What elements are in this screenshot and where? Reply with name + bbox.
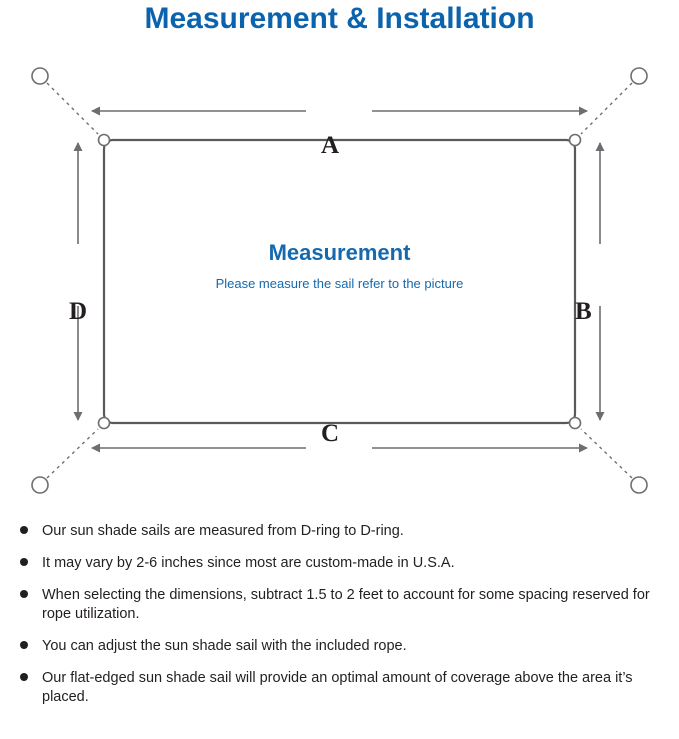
note-text: It may vary by 2-6 inches since most are custom-made in U.S.A.	[42, 555, 455, 571]
list-item	[14, 669, 665, 707]
diagram-center-title: Measurement	[268, 240, 411, 265]
d-ring-top-left	[99, 135, 110, 146]
list-item	[14, 586, 665, 624]
notes-list	[0, 522, 679, 720]
list-item	[14, 637, 665, 656]
d-ring-bottom-right	[570, 418, 581, 429]
note-text: You can adjust the sun shade sail with the included rope.	[42, 638, 407, 654]
measurement-diagram	[0, 48, 679, 518]
d-ring-bottom-left	[99, 418, 110, 429]
note-text: When selecting the dimensions, subtract 1.5 to 2 feet to account for some spacing reserved for rope utilization.	[42, 587, 650, 622]
dimension-label-d: D	[69, 298, 88, 325]
rope-bottom-left	[47, 429, 98, 478]
list-item	[14, 554, 665, 573]
bullet-icon	[20, 526, 28, 534]
anchor-top-right	[631, 68, 647, 84]
page-title: Measurement & Installation	[144, 2, 535, 35]
dimension-label-b: B	[575, 298, 592, 325]
anchor-bottom-right	[631, 477, 647, 493]
anchor-bottom-left	[32, 477, 48, 493]
diagram-center-subtitle: Please measure the sail refer to the picture	[215, 276, 464, 291]
anchor-top-left	[32, 68, 48, 84]
bullet-icon	[20, 641, 28, 649]
rope-top-left	[47, 83, 98, 134]
bullet-icon	[20, 673, 28, 681]
bullet-icon	[20, 558, 28, 566]
rope-top-right	[581, 83, 632, 134]
rope-bottom-right	[581, 429, 632, 478]
d-ring-top-right	[570, 135, 581, 146]
note-text: Our flat-edged sun shade sail will provide an optimal amount of coverage above the area it’s placed.	[42, 670, 633, 705]
dimension-label-a: A	[321, 132, 340, 159]
bullet-icon	[20, 590, 28, 598]
note-text: Our sun shade sails are measured from D-ring to D-ring.	[42, 523, 404, 539]
dimension-label-c: C	[321, 420, 340, 447]
list-item	[14, 522, 665, 541]
